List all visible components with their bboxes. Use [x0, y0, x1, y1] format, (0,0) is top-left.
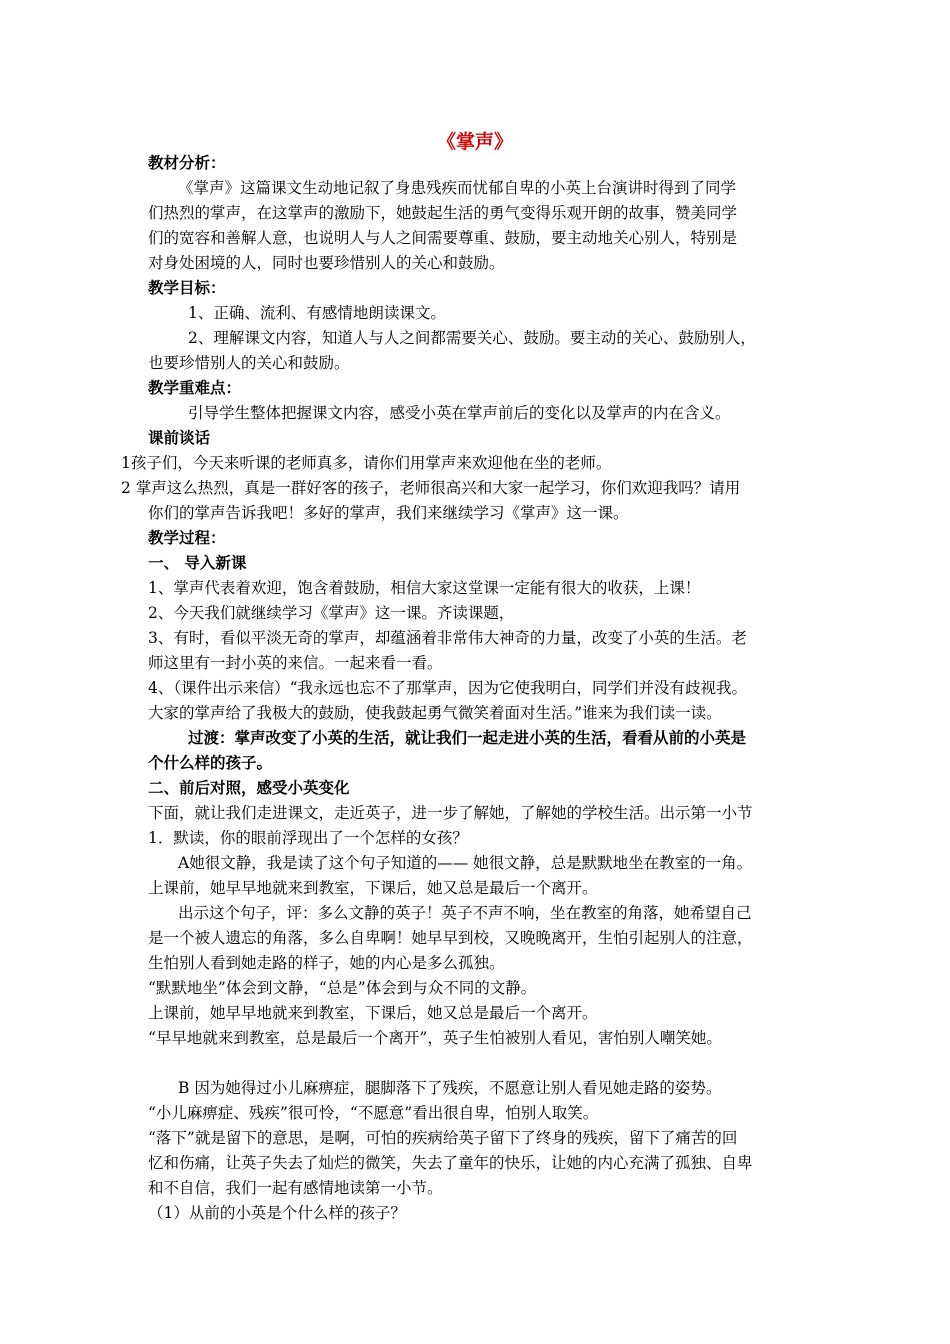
part3-line: “小儿麻痹症、残疾”很可怜，“不愿意”看出很自卑，怕别人取笑。 — [148, 1104, 599, 1122]
part3-line: “落下”就是留下的意思，是啊，可怕的疾病给英子留下了终身的残疾，留下了痛苦的回 — [148, 1129, 738, 1147]
difficulty-line: 引导学生整体把握课文内容，感受小英在掌声前后的变化以及掌声的内在含义。 — [188, 404, 731, 422]
part2-line: A她很文静，我是读了这个句子知道的—— 她很文静，总是默默地坐在教室的一角。 — [178, 854, 753, 872]
part2-line: 生怕别人看到她走路的样子，她的内心是多么孤独。 — [148, 954, 505, 972]
part1-line: 3、有时，看似平淡无奇的掌声，却蕴涵着非常伟大神奇的力量，改变了小英的生活。老 — [148, 629, 747, 647]
analysis-line: 们的宽容和善解人意，也说明人与人之间需要尊重、鼓励，要主动地关心别人，特别是 — [148, 229, 738, 247]
part2-line: “早早地就来到教室，总是最后一个离开”，英子生怕被别人看见，害怕别人嘲笑她。 — [148, 1029, 722, 1047]
goals-line: 也要珍惜别人的关心和鼓励。 — [148, 354, 350, 372]
part1-line: 大家的掌声给了我极大的鼓励，使我鼓起勇气微笑着面对生活。”谁来为我们读一读。 — [148, 704, 722, 722]
process-heading: 教学过程： — [148, 529, 226, 547]
part2-line: 下面，就让我们走进课文，走近英子，进一步了解她，了解她的学校生活。出示第一小节 — [148, 804, 753, 822]
transition-line: 个什么样的孩子。 — [148, 754, 273, 772]
pretalk-line: 1孩子们，今天来听课的老师真多，请你们用掌声来欢迎他在坐的老师。 — [121, 454, 612, 472]
goals-line: 2、理解课文内容，知道人与人之间都需要关心、鼓励。要主动的关心、鼓励别人， — [188, 329, 756, 347]
analysis-heading: 教材分析： — [148, 154, 226, 172]
part1-line: 师这里有一封小英的来信。一起来看一看。 — [148, 654, 443, 672]
part2-line: 上课前，她早早地就来到教室，下课后，她又总是最后一个离开。 — [148, 879, 598, 897]
goals-heading: 教学目标： — [148, 279, 226, 297]
part2-line: 出示这个句子，评：多么文静的英子！英子不声不响，坐在教室的角落，她希望自己 — [178, 904, 752, 922]
pretalk-line: 你们的掌声告诉我吧！多好的掌声，我们来继续学习《掌声》这一课。 — [148, 504, 629, 522]
part1-line: 1、掌声代表着欢迎，饱含着鼓励，相信大家这堂课一定能有很大的收获，上课！ — [148, 579, 701, 597]
part1-heading: 一、 导入新课 — [148, 554, 247, 572]
difficulty-heading: 教学重难点： — [148, 379, 242, 397]
part1-line: 2、今天我们就继续学习《掌声》这一课。齐读课题， — [148, 604, 515, 622]
document-title: 《掌声》 — [436, 131, 513, 153]
part3-line: （1）从前的小英是个什么样的孩子？ — [148, 1204, 406, 1222]
analysis-line: 对身处困境的人，同时也要珍惜别人的关心和鼓励。 — [148, 254, 505, 272]
part1-line: 4、（课件出示来信）“我永远也忘不了那掌声，因为它使我明白，同学们并没有歧视我。 — [148, 679, 748, 697]
pretalk-line: 2 掌声这么热烈，真是一群好客的孩子，老师很高兴和大家一起学习，你们欢迎我吗？请用 — [121, 479, 741, 497]
part2-line: 是一个被人遗忘的角落，多么自卑啊！她早早到校，又晚晚离开，生怕引起别人的注意， — [148, 929, 753, 947]
analysis-line: 《掌声》这篇课文生动地记叙了身患残疾而忧郁自卑的小英上台演讲时得到了同学 — [178, 179, 737, 197]
part2-line: 上课前，她早早地就来到教室，下课后，她又总是最后一个离开。 — [148, 1004, 598, 1022]
part3-line: 忆和伤痛，让英子失去了灿烂的微笑，失去了童年的快乐，让她的内心充满了孤独、自卑 — [148, 1154, 753, 1172]
pretalk-heading: 课前谈话 — [148, 429, 211, 447]
transition-line: 过渡：掌声改变了小英的生活，就让我们一起走进小英的生活，看看从前的小英是 — [188, 729, 747, 747]
part2-heading: 二、前后对照，感受小英变化 — [148, 779, 350, 797]
part2-line: 1．默读，你的眼前浮现出了一个怎样的女孩？ — [148, 829, 468, 847]
analysis-line: 们热烈的掌声，在这掌声的激励下，她鼓起生活的勇气变得乐观开朗的故事，赞美同学 — [148, 204, 738, 222]
part3-line: 和不自信，我们一起有感情地读第一小节。 — [148, 1179, 443, 1197]
part2-line: “默默地坐”体会到文静，“总是”体会到与众不同的文静。 — [148, 979, 537, 997]
part3-line: B 因为她得过小儿麻痹症，腿脚落下了残疾，不愿意让别人看见她走路的姿势。 — [178, 1079, 722, 1097]
goals-line: 1、正确、流利、有感情地朗读课文。 — [188, 304, 446, 322]
